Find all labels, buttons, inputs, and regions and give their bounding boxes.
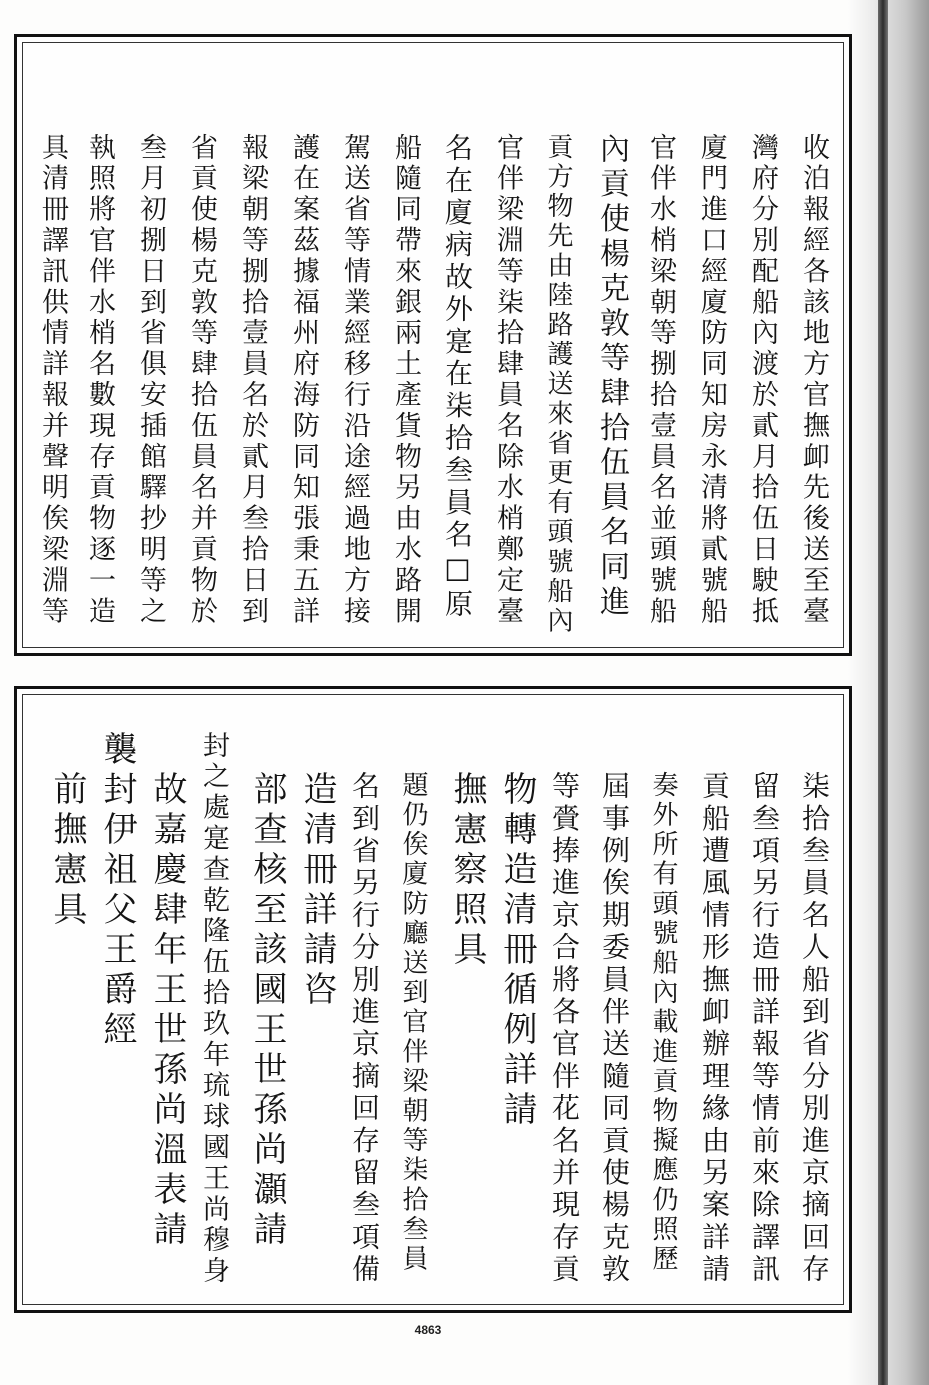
bottom-column-7: 物轉造清冊循例詳請 <box>497 771 537 1131</box>
bottom-column-13: 封之處寔查乾隆伍拾玖年琉球國王尚穆身 <box>198 731 229 1288</box>
bottom-column-9: 題仍俟廈防廳送到官伴梁朝等柒拾叁員 <box>398 771 428 1275</box>
top-column-16: 具清冊譯訊供情詳報并聲明俟梁淵等 <box>37 133 68 628</box>
book-spine-edge <box>878 0 888 1385</box>
top-column-14: 叁月初捌日到省俱安插館驛抄明等之 <box>135 133 166 628</box>
top-column-4: 官伴水梢梁朝等捌拾壹員名並頭號船 <box>645 133 676 628</box>
bottom-column-2: 留叁項另行造冊詳報等情前來除譯訊 <box>748 771 781 1287</box>
bottom-column-3: 貢船遭風情形撫卹辦理緣由另案詳請 <box>698 771 731 1287</box>
bottom-column-10: 名到省另行分別進京摘回存留叁項備 <box>348 771 381 1287</box>
bottom-column-4: 奏外所有頭號船內載進貢物擬應仍照歷 <box>648 771 678 1275</box>
top-column-2: 灣府分別配船內渡於貳月拾伍日駛抵 <box>747 133 778 628</box>
bottom-column-5: 屆事例俟期委員伴送隨同貢使楊克敦 <box>598 771 631 1287</box>
bottom-column-8: 撫憲察照具 <box>447 771 487 971</box>
bottom-column-16: 前撫憲具 <box>47 771 87 931</box>
top-column-9: 船隨同帶來銀兩土產貨物另由水路開 <box>390 133 421 628</box>
bottom-column-12: 部查核至該國王世孫尚灝請 <box>247 771 287 1251</box>
bottom-column-11: 造清冊詳請咨 <box>297 771 337 1011</box>
bottom-document-panel <box>14 686 852 1313</box>
book-binding-shadow <box>848 0 929 1385</box>
bottom-column-6: 等賫捧進京合將各官伴花名并現存貢 <box>548 771 581 1287</box>
bottom-column-1: 柒拾叁員名人船到省分別進京摘回存 <box>798 771 831 1287</box>
top-column-3: 廈門進口經廈防同知房永清將貳號船 <box>696 133 727 628</box>
bottom-column-14: 故嘉慶肆年王世孫尚溫表請 <box>147 771 187 1251</box>
top-column-7: 官伴梁淵等柒拾肆員名除水梢鄭定臺 <box>492 133 523 628</box>
top-column-15: 執照將官伴水梢名數現存貢物逐一造 <box>84 133 115 628</box>
top-column-1: 收泊報經各該地方官撫卹先後送至臺 <box>798 133 829 628</box>
top-column-8: 名在廈病故外寔在柒拾叁員名□原 <box>441 133 474 621</box>
top-column-11: 護在案茲據福州府海防同知張秉五詳 <box>288 133 319 628</box>
page-number: 4863 <box>414 1323 442 1337</box>
top-column-12: 報梁朝等捌拾壹員名於貳月叁拾日到 <box>237 133 268 628</box>
top-column-6: 貢方物先由陸路護送來省更有頭號船內 <box>543 133 573 637</box>
top-document-panel <box>14 34 852 656</box>
bottom-column-15: 襲封伊祖父王爵經 <box>97 731 137 1051</box>
top-column-10: 駕送省等情業經移行沿途經過地方接 <box>339 133 370 628</box>
top-column-5: 內貢使楊克敦等肆拾伍員名同進 <box>594 133 629 621</box>
top-column-13: 省貢使楊克敦等肆拾伍員名并貢物於 <box>186 133 217 628</box>
